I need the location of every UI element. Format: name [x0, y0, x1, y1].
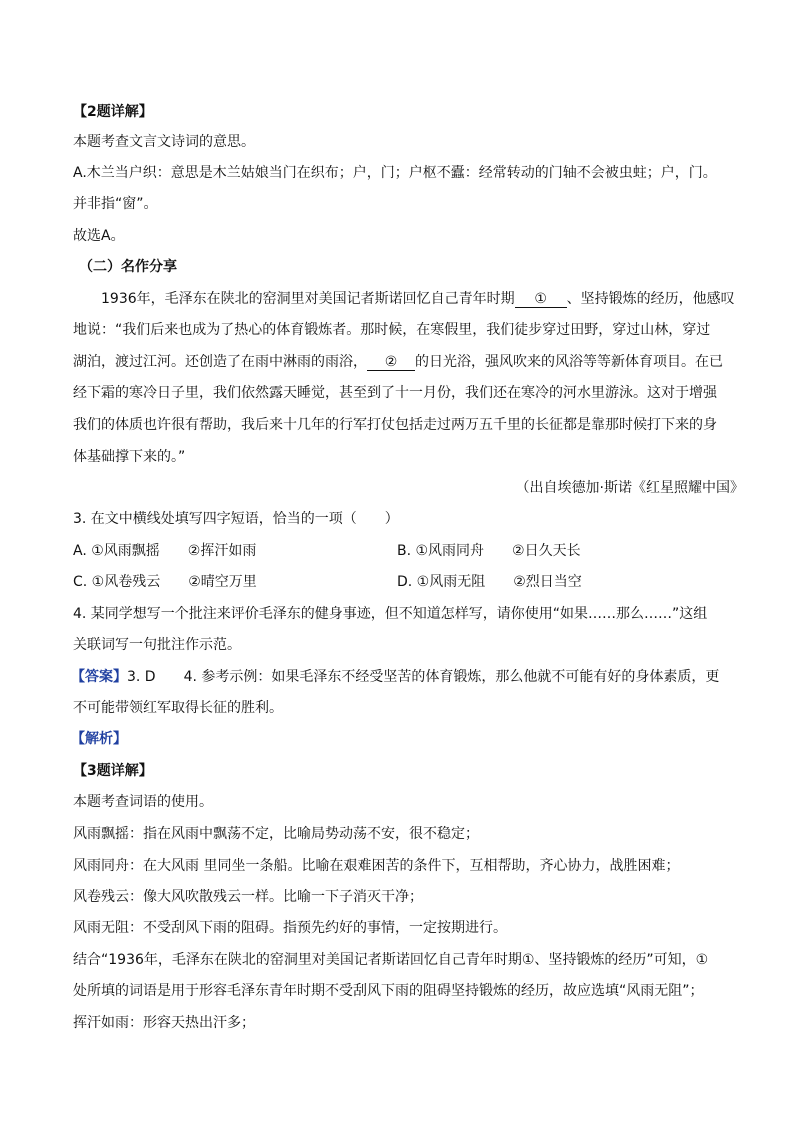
passage-line-2: 地说：“我们后来也成为了热心的体育锻炼者。那时候，在寒假里，我们徒步穿过田野，穿过山林，穿过: [73, 322, 711, 338]
q2-answer: 故选A。: [73, 228, 125, 244]
passage-source: （出自埃德加·斯诺《红星照耀中国》: [515, 480, 744, 496]
conclusion-line-1: 结合“1936年，毛泽东在陕北的窑洞里对美国记者斯诺回忆自己青年时期①、坚持锻炼的经历”可知，①: [73, 952, 709, 968]
passage-text: 、坚持锻炼的经历，他感叹: [566, 291, 735, 307]
q3-options-row-1: [73, 541, 581, 561]
passage-line-6: 体基础撑下来的。”: [73, 449, 186, 465]
answer-line-2: 不可能带领红军取得长征的胜利。: [73, 700, 283, 716]
passage-line-1: [101, 289, 735, 309]
word-explain-2: 风雨同舟：在大风雨 里同坐一条船。比喻在艰难困苦的条件下，互相帮助，齐心协力，战胜困难；: [73, 858, 680, 874]
q2-explain-line-2: 并非指“窗”。: [73, 196, 158, 212]
q3-option-a: A. ①风雨飘摇 ②挥汗如雨: [73, 543, 257, 559]
word-explain-1: 风雨飘摇：指在风雨中飘荡不定，比喻局势动荡不安，很不稳定；: [73, 826, 479, 842]
passage-text: 湖泊，渡过江河。还创造了在雨中淋雨的雨浴，: [73, 354, 367, 370]
word-explain-5: 挥汗如雨：形容天热出汗多；: [73, 1015, 255, 1031]
section-title: （二）名作分享: [79, 259, 177, 275]
conclusion-line-2: 处所填的词语是用于形容毛泽东青年时期不受刮风下雨的阻碍坚持锻炼的经历，故应选填“风雨无阻”；: [73, 983, 704, 999]
answer-text: 3. D 4. 参考示例：如果毛泽东不经受坚苦的体育锻炼，那么他就不可能有好的身体素质，更: [127, 669, 720, 685]
blank-1: ①: [515, 291, 567, 308]
answer-line-1: [71, 667, 719, 687]
q2-explain-line-1: A.木兰当户织：意思是木兰姑娘当门在织布；户，门；户枢不蠹：经常转动的门轴不会被虫蛀；户，门。: [73, 165, 717, 181]
q3-option-d: D. ①风雨无阻 ②烈日当空: [397, 574, 582, 590]
blank-2: ②: [367, 354, 415, 371]
passage-line-5: 我们的体质也许很有帮助，我后来十几年的行军打仗包括走过两万五千里的长征都是靠那时候打下来的身: [73, 417, 717, 433]
passage-line-4: 经下霜的寒冷日子里，我们依然露天睡觉，甚至到了十一月份，我们还在寒冷的河水里游泳。这对于增强: [73, 385, 717, 401]
q2-topic: 本题考查文言文诗词的意思。: [73, 134, 255, 150]
passage-line-3: [73, 352, 723, 372]
q3-option-b: B. ①风雨同舟 ②日久天长: [397, 543, 581, 559]
q4-stem-line-1: 4. 某同学想写一个批注来评价毛泽东的健身事迹，但不知道怎样写，请你使用“如果……那么……”这组: [73, 606, 708, 622]
q3-option-c: C. ①风卷残云 ②晴空万里: [73, 574, 257, 590]
passage-text: 1936年，毛泽东在陕北的窑洞里对美国记者斯诺回忆自己青年时期: [101, 291, 515, 307]
passage-text: 的日光浴，强风吹来的风浴等等新体育项目。在已: [415, 354, 723, 370]
q2-heading: 【2题详解】: [73, 104, 153, 120]
word-explain-4: 风雨无阻：不受刮风下雨的阻碍。指预先约好的事情，一定按期进行。: [73, 920, 507, 936]
q3-stem: 3. 在文中横线处填写四字短语，恰当的一项（ ）: [73, 511, 399, 527]
analysis-label: 【解析】: [71, 731, 127, 747]
word-explain-3: 风卷残云：像大风吹散残云一样。比喻一下子消灭干净；: [73, 889, 423, 905]
q3-options-row-2: [73, 572, 582, 592]
analysis-topic: 本题考查词语的使用。: [73, 794, 213, 810]
q3-analysis-heading: 【3题详解】: [73, 763, 153, 779]
q4-stem-line-2: 关联词写一句批注作示范。: [73, 637, 241, 653]
answer-label: 【答案】: [71, 669, 127, 685]
